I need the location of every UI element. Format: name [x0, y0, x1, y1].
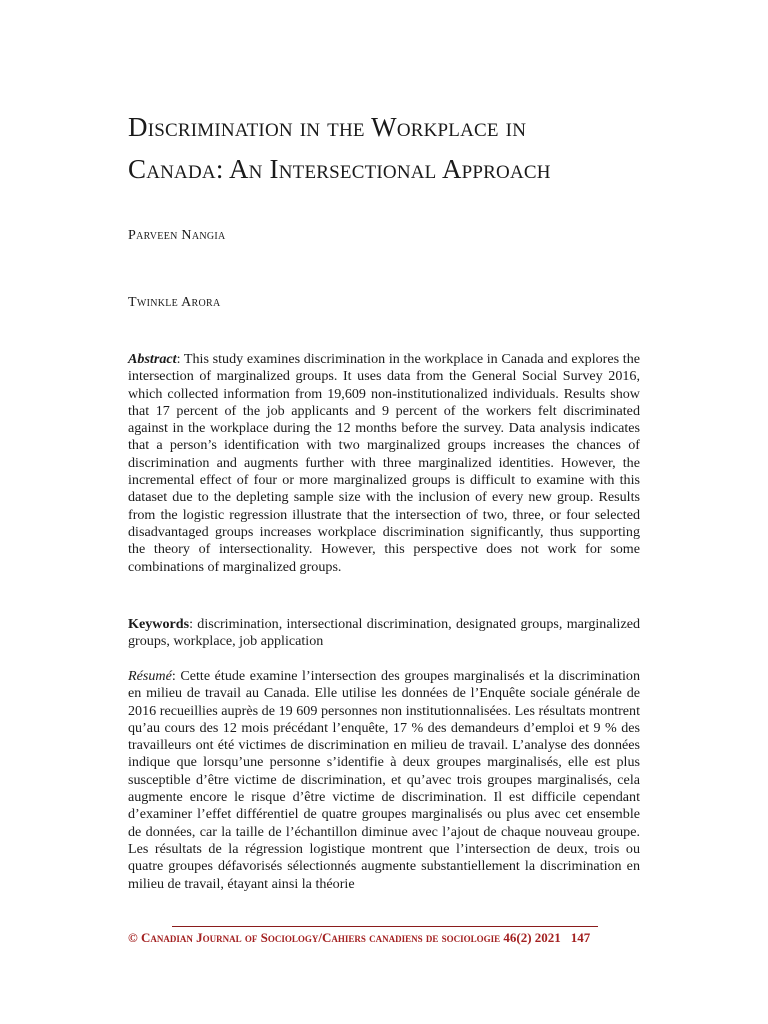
footer-divider	[172, 926, 598, 927]
title-line-2: Canada: An Intersectional Approach	[128, 154, 551, 184]
keywords-text: : discrimination, intersectional discrimination, designated groups, marginalized groups, workplace, job application	[128, 616, 640, 650]
author-1: Parveen Nangia	[128, 228, 226, 243]
abstract-label: Abstract	[128, 351, 177, 367]
abstract-paragraph	[128, 351, 640, 576]
resume-text: : Cette étude examine l’intersection des groupes marginalisés et la discrimination en milieu de travail au Canada. Elle utilise les données de l’Enquête sociale générale de 2016 recueillies auprès de 19 609 personnes non institutionnalisées. Les résultats montrent qu’au cours des 12 mois précédant l’enquête, 17 % des demandeurs d’emploi et 9 % des travailleurs ont été victimes de discrimination en milieu de travail. L’analyse des données indique que lorsqu’une personne s’identifie à deux groupes marginalisés, elle est plus susceptible d’être victime de discrimination, et qu’avec trois groupes marginalisés, cela augmente encore le risque d’être victime de discrimination. Il est difficile cependant d’examiner l’effet différentiel de quatre groupes marginalisés ou plus avec cet ensemble de données, car la taille de l’échantillon diminue avec l’ajout de chaque nouveau groupe. Les résultats de la régression logistique montrent que l’intersection de deux, trois ou quatre groupes défavorisés sélectionnés augmente substantiellement la discrimination en milieu de travail, étayant ainsi la théorie	[128, 668, 640, 892]
title-line-1: Discrimination in the Workplace in	[128, 112, 527, 142]
page-footer	[128, 930, 640, 946]
resume-paragraph	[128, 668, 640, 893]
keywords-label: Keywords	[128, 616, 190, 632]
abstract-text: : This study examines discrimination in the workplace in Canada and explores the intersection of marginalized groups. It uses data from the General Social Survey 2016, which collected information from 19,609 non-institutionalized individuals. Results show that 17 percent of the job applicants and 9 percent of the workers felt discriminated against in the workplace during the 12 months before the survey. Data analysis indicates that a person’s identification with two marginalized groups increases the chances of discrimination and augments further with three marginalized identities. However, the incremental effect of four or more marginalized groups is difficult to examine with this dataset due to the depleting sample size with the inclusion of every new group. Results from the logistic regression illustrate that the intersection of two, three, or four selected disadvantaged groups increases workplace discrimination significantly, thus supporting the theory of intersectionality. However, this perspective does not work for some combinations of marginalized groups.	[128, 351, 640, 575]
author-2: Twinkle Arora	[128, 295, 221, 310]
page-number: 147	[570, 930, 591, 945]
journal-citation: © Canadian Journal of Sociology/Cahiers canadiens de sociologie 46(2) 2021	[128, 930, 561, 945]
article-title	[128, 106, 668, 190]
resume-label: Résumé	[128, 668, 172, 684]
keywords-paragraph	[128, 616, 640, 651]
